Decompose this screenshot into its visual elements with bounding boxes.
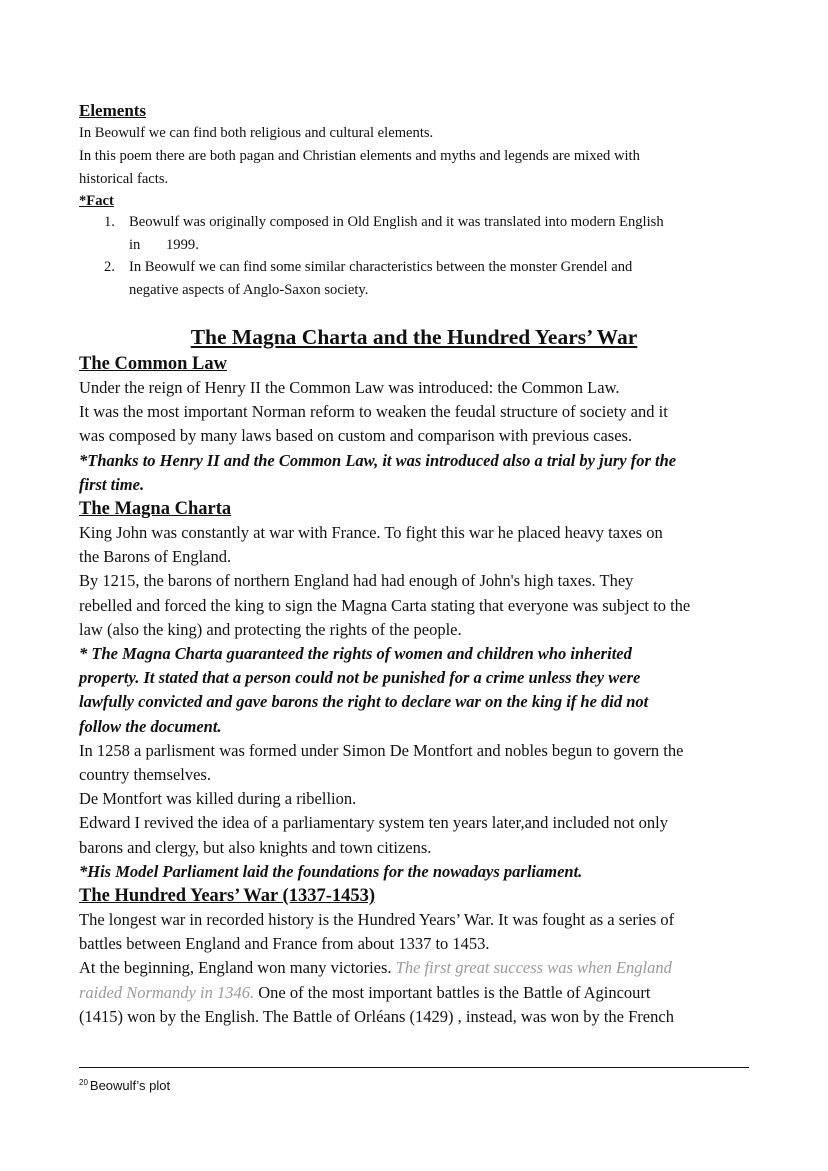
magna-charta-heading: The Magna Charta (79, 499, 232, 520)
paragraph-line: law (also the king) and protecting the rights of the people. (79, 619, 462, 639)
paragraph-line: barons and clergy, but also knights and town citizens. (79, 837, 432, 857)
highlighted-text: raided Normandy in 1346. (79, 982, 255, 1002)
paragraph-line: the Barons of England. (79, 547, 232, 567)
paragraph-line: battles between England and France from about 1337 to 1453. (79, 934, 490, 954)
main-section (79, 352, 759, 1029)
chapter-title: The Magna Charta and the Hundred Years’ War (190, 325, 638, 349)
emphasis-line: property. It stated that a person could not be punished for a crime unless they were (79, 668, 641, 688)
footnote-divider (79, 1067, 749, 1068)
paragraph-line: rebelled and forced the king to sign the Magna Carta stating that everyone was subject to the (79, 595, 691, 615)
paragraph-line: Edward I revived the idea of a parliamentary system ten years later,and included not only (79, 813, 668, 833)
paragraph-line: historical facts. (79, 171, 169, 187)
footnote-number: 20 (79, 1078, 88, 1087)
footnote (79, 1074, 170, 1095)
paragraph-line: was composed by many laws based on custom and comparison with previous cases. (79, 426, 633, 446)
list-text: In Beowulf we can find some similar characteristics between the monster Grendel and (129, 259, 633, 275)
emphasis-line: *His Model Parliament laid the foundations for the nowadays parliament. (79, 861, 583, 881)
list-number: 1. (104, 214, 115, 230)
paragraph-line: (1415) won by the English. The Battle of Orléans (1429) , instead, was won by the French (79, 1006, 674, 1026)
fact-label: *Fact (79, 193, 114, 209)
footnote-text: Beowulf’s plot (89, 1078, 171, 1093)
paragraph-line: King John was constantly at war with France. To fight this war he placed heavy taxes on (79, 523, 663, 543)
paragraph-line (79, 981, 759, 1005)
paragraph-line: In Beowulf we can find both religious and cultural elements. (79, 125, 434, 141)
emphasis-line: follow the document. (79, 716, 222, 736)
paragraph-line: country themselves. (79, 765, 211, 785)
emphasis-line: *Thanks to Henry II and the Common Law, it was introduced also a trial by jury for the (79, 450, 677, 470)
paragraph-line: In 1258 a parlisment was formed under Simon De Montfort and nobles begun to govern the (79, 740, 684, 760)
common-law-heading: The Common Law (79, 354, 228, 374)
paragraph-line: De Montfort was killed during a ribellion. (79, 789, 357, 809)
paragraph-line: By 1215, the barons of northern England had had enough of John's high taxes. They (79, 571, 634, 591)
elements-section (79, 100, 759, 301)
list-text: in (129, 236, 141, 253)
text-run: At the beginning, England won many victories. (79, 958, 396, 978)
emphasis-line: lawfully convicted and gave barons the right to declare war on the king if he did not (79, 692, 649, 712)
list-number: 2. (104, 259, 115, 275)
list-text: 1999. (166, 236, 199, 253)
highlighted-text: The first great success was when England (395, 958, 672, 978)
list-text: Beowulf was originally composed in Old English and it was translated into modern English (129, 214, 664, 230)
paragraph-line: Under the reign of Henry II the Common Law was introduced: the Common Law. (79, 378, 620, 397)
elements-heading: Elements (79, 101, 147, 120)
list-text: negative aspects of Anglo-Saxon society. (129, 281, 369, 298)
fact-list (79, 211, 759, 301)
list-item (79, 256, 759, 301)
hundred-years-war-heading: The Hundred Years’ War (1337-1453) (79, 886, 376, 907)
text-run: One of the most important battles is the Battle of Agincourt (254, 982, 651, 1002)
paragraph-line (79, 956, 759, 980)
list-item (79, 211, 759, 256)
paragraph-line: In this poem there are both pagan and Christian elements and myths and legends are mixed with (79, 148, 640, 164)
emphasis-line: first time. (79, 474, 145, 494)
emphasis-line: * The Magna Charta guaranteed the rights of women and children who inherited (79, 644, 632, 664)
paragraph-line: The longest war in recorded history is the Hundred Years’ War. It was fought as a series of (79, 910, 675, 930)
paragraph-line: It was the most important Norman reform to weaken the feudal structure of society and it (79, 402, 668, 422)
